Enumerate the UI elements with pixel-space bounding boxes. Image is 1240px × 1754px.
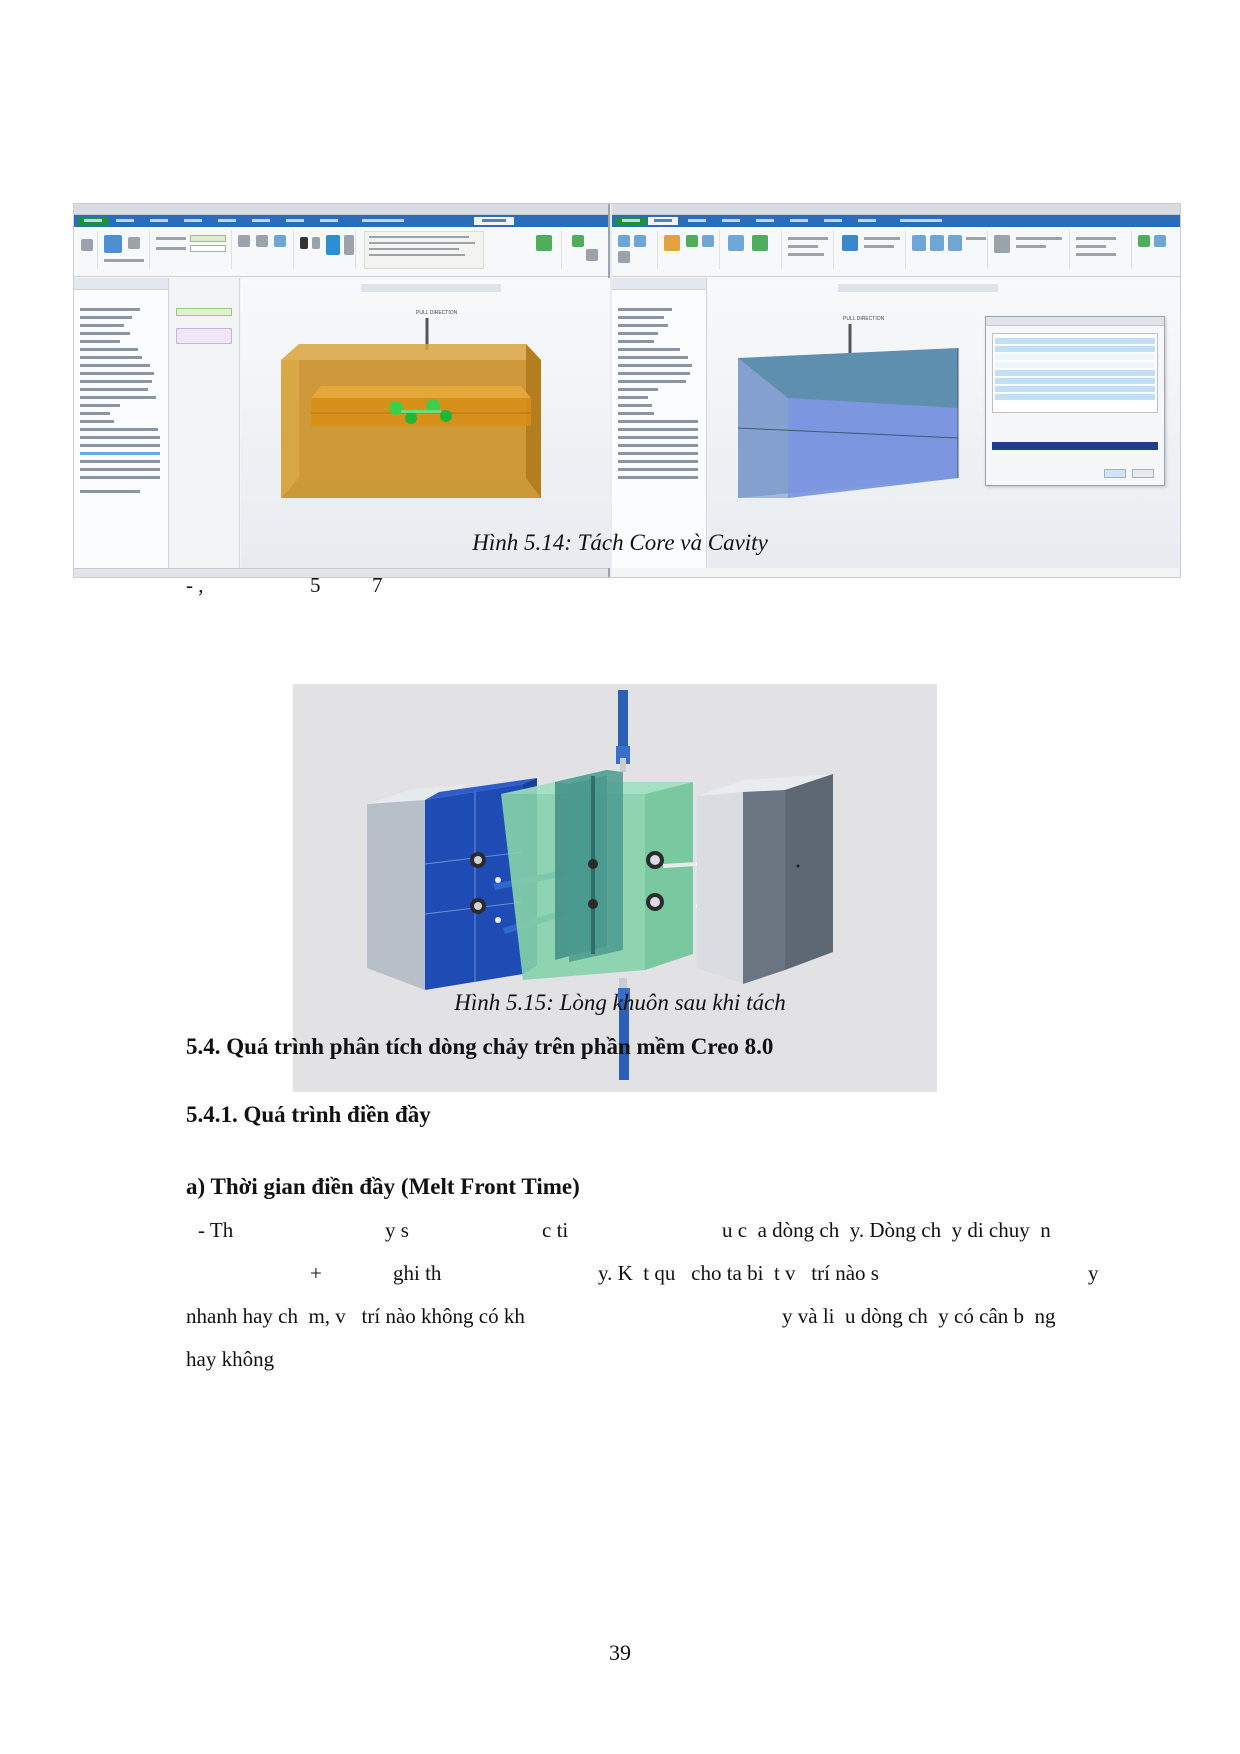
stray-text-fragment: 5 [310, 573, 321, 597]
cancel-button [1132, 469, 1154, 478]
paragraph-fragment: y. K t qu cho ta bi t v trí nào s [598, 1261, 879, 1285]
ribbon-panel [74, 227, 608, 277]
viewport-3d-left [241, 278, 610, 568]
window-titlebar [612, 204, 1181, 215]
paragraph-fragment: nhanh hay ch m, v trí nào không có kh [186, 1304, 525, 1328]
paragraph-fragment: y s [385, 1218, 409, 1242]
model-tree-panel [612, 278, 707, 568]
paragraph-fragment: y [1088, 1261, 1099, 1285]
section-title: 5.4. Quá trình phân tích dòng chảy trên phần mềm Creo 8.0 [186, 1034, 774, 1059]
pull-direction-label: PULL DIRECTION [843, 316, 885, 322]
figure-core-cavity-screenshot [73, 203, 1181, 578]
feature-options-panel [170, 278, 240, 568]
advanced-section [992, 442, 1158, 450]
right-plate-gray [697, 774, 833, 984]
sprue-top [616, 690, 630, 772]
figure-mold-cavity-render [293, 684, 937, 1092]
ribbon-panel [612, 227, 1181, 277]
center-block-green [501, 770, 702, 980]
figure-5-15-caption: Hình 5.15: Lòng khuôn sau khi tách [454, 990, 786, 1015]
paragraph-fragment: + [310, 1261, 322, 1285]
stray-text-fragment: 7 [372, 573, 383, 597]
status-bar-left [74, 568, 608, 578]
toolbar-strip-icons [361, 284, 501, 292]
ribbon-tabs [612, 215, 1181, 227]
creo-window-mold [612, 204, 1181, 578]
item-title: a) Thời gian điền đầy (Melt Front Time) [186, 1174, 580, 1199]
subsection-title: 5.4.1. Quá trình điền đầy [186, 1102, 431, 1127]
paragraph-fragment: ghi th [393, 1261, 442, 1285]
mold-block-orange [241, 278, 610, 568]
stray-text-fragment: - , [186, 573, 204, 597]
paragraph-fragment: c ti [542, 1218, 569, 1242]
exploded-mold-illustration [293, 684, 937, 1092]
ribbon-tabs [74, 215, 608, 227]
paragraph-fragment: - Th [198, 1218, 234, 1242]
ok-button [1104, 469, 1126, 478]
paragraph-fragment: y và li u dòng ch y có cân b ng [782, 1304, 1056, 1328]
pull-direction-label: PULL DIRECTION [416, 310, 458, 316]
paragraph-fragment: u c a dòng ch y. Dòng ch y di chuy n [722, 1218, 1051, 1242]
paragraph-fragment: hay không [186, 1347, 275, 1371]
model-tree-panel [74, 278, 169, 568]
page-number: 39 [609, 1640, 631, 1665]
figure-5-14-caption: Hình 5.14: Tách Core và Cavity [472, 530, 768, 555]
create-mold-component-dialog [985, 316, 1165, 486]
window-titlebar [74, 204, 608, 215]
creo-window-split [74, 204, 610, 578]
component-list [992, 333, 1158, 413]
